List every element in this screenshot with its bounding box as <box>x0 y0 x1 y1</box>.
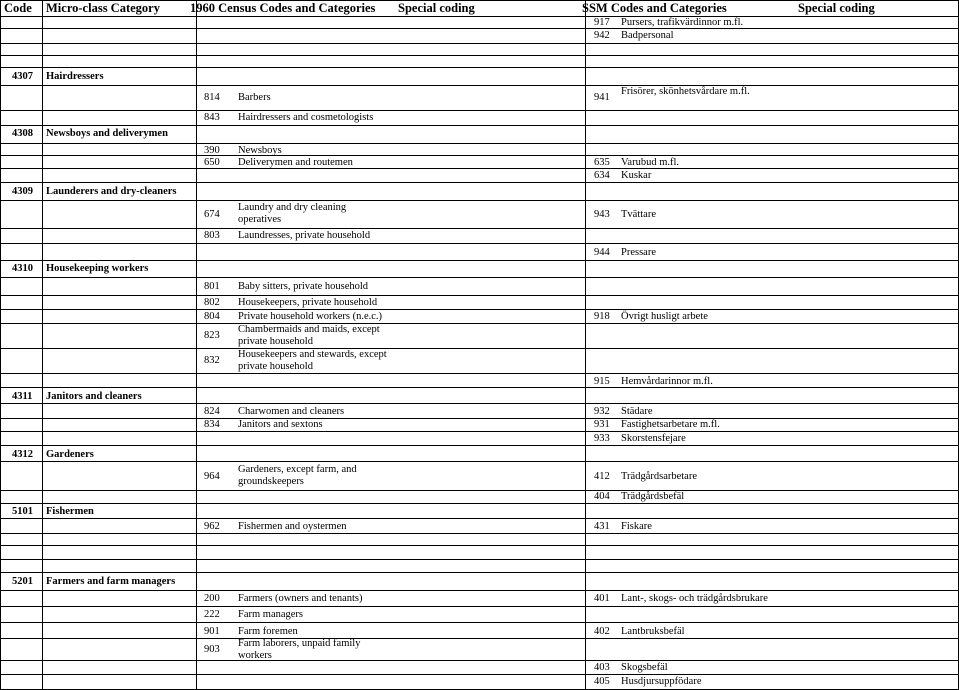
ssm-code: 404 <box>594 491 610 502</box>
micro-class-label: Newsboys and deliverymen <box>46 128 168 139</box>
ssm-code: 915 <box>594 376 610 387</box>
census-label: Hairdressers and cosmetologists <box>238 112 374 123</box>
census-code: 650 <box>204 157 220 168</box>
ssm-code: 405 <box>594 676 610 687</box>
ssm-code: 943 <box>594 209 610 220</box>
table-header <box>0 0 959 16</box>
ssm-code: 933 <box>594 433 610 444</box>
ssm-code: 941 <box>594 92 610 103</box>
ssm-code: 403 <box>594 662 610 673</box>
ssm-code: 412 <box>594 471 610 482</box>
census-label: Baby sitters, private household <box>238 281 369 292</box>
census-label: Farm foremen <box>238 626 298 637</box>
ssm-label: Städare <box>621 406 653 417</box>
census-code: 200 <box>204 593 220 604</box>
census-code: 962 <box>204 521 220 532</box>
ssm-code: 942 <box>594 30 610 41</box>
census-code: 843 <box>204 112 220 123</box>
micro-class-code: 5101 <box>12 506 33 517</box>
census-label: Housekeepers and stewards, except private household <box>238 349 387 372</box>
census-label: Private household workers (n.e.c.) <box>238 311 383 322</box>
census-code: 804 <box>204 311 220 322</box>
census-label: Laundry and dry cleaning operatives <box>238 202 347 225</box>
census-label: Charwomen and cleaners <box>238 406 345 417</box>
ssm-code: 917 <box>594 17 610 28</box>
ssm-label: Varubud m.fl. <box>621 157 680 168</box>
ssm-label: Trädgårdsbefäl <box>621 491 685 502</box>
ssm-label: Fastighetsarbetare m.fl. <box>621 419 720 430</box>
ssm-code: 932 <box>594 406 610 417</box>
census-code: 814 <box>204 92 220 103</box>
micro-class-code: 4307 <box>12 71 33 82</box>
header-code: Code <box>4 1 32 15</box>
census-code: 823 <box>204 330 220 341</box>
ssm-label: Lantbruksbefäl <box>621 626 685 637</box>
micro-class-label: Launderers and dry-cleaners <box>46 186 177 197</box>
census-code: 803 <box>204 230 220 241</box>
census-label: Gardeners, except farm, and groundskeepers <box>238 464 357 487</box>
micro-class-code: 4310 <box>12 263 33 274</box>
ssm-label: Pursers, trafikvärdinnor m.fl. <box>621 17 744 28</box>
census-label: Janitors and sextons <box>238 419 323 430</box>
micro-class-label: Housekeeping workers <box>46 263 149 274</box>
census-label: Farm laborers, unpaid family workers <box>238 638 361 661</box>
ssm-label: Badpersonal <box>621 30 674 41</box>
census-label: Deliverymen and routemen <box>238 157 353 168</box>
micro-class-code: 4308 <box>12 128 33 139</box>
micro-class-label: Hairdressers <box>46 71 104 82</box>
census-label: Laundresses, private household <box>238 230 371 241</box>
header-special-coding-2: Special coding <box>798 1 875 15</box>
ssm-label: Kuskar <box>621 170 652 181</box>
micro-class-code: 4309 <box>12 186 33 197</box>
micro-class-code: 4312 <box>12 449 33 460</box>
census-code: 390 <box>204 145 220 156</box>
ssm-code: 918 <box>594 311 610 322</box>
census-label: Barbers <box>238 92 271 103</box>
census-code: 903 <box>204 644 220 655</box>
ssm-label: Skorstensfejare <box>621 433 686 444</box>
census-label: Farmers (owners and tenants) <box>238 593 363 604</box>
micro-class-label: Fishermen <box>46 506 94 517</box>
header-micro-class: Micro-class Category <box>46 1 160 15</box>
micro-class-label: Janitors and cleaners <box>46 391 142 402</box>
census-code: 834 <box>204 419 220 430</box>
ssm-code: 634 <box>594 170 610 181</box>
census-label: Chambermaids and maids, except private household <box>238 324 380 347</box>
ssm-code: 401 <box>594 593 610 604</box>
micro-class-code: 5201 <box>12 576 33 587</box>
census-code: 964 <box>204 471 220 482</box>
ssm-code: 931 <box>594 419 610 430</box>
ssm-label: Hemvårdarinnor m.fl. <box>621 376 713 387</box>
ssm-label: Skogsbefäl <box>621 662 668 673</box>
census-code: 801 <box>204 281 220 292</box>
census-code: 901 <box>204 626 220 637</box>
ssm-label: Pressare <box>621 247 656 258</box>
header-ssm: SSM Codes and Categories <box>582 1 727 15</box>
ssm-code: 944 <box>594 247 610 258</box>
census-code: 824 <box>204 406 220 417</box>
header-1960-census: 1960 Census Codes and Categories <box>190 1 376 15</box>
census-label: Newsboys <box>238 145 282 156</box>
census-code: 222 <box>204 609 220 620</box>
census-label: Fishermen and oystermen <box>238 521 347 532</box>
ssm-label: Trädgårdsarbetare <box>621 471 697 482</box>
ssm-label: Fiskare <box>621 521 652 532</box>
census-code: 832 <box>204 355 220 366</box>
micro-class-code: 4311 <box>12 391 33 402</box>
ssm-code: 402 <box>594 626 610 637</box>
micro-class-label: Farmers and farm managers <box>46 576 176 587</box>
ssm-code: 431 <box>594 521 610 532</box>
micro-class-label: Gardeners <box>46 449 94 460</box>
ssm-label: Övrigt husligt arbete <box>621 311 708 322</box>
ssm-label: Tvättare <box>621 209 656 220</box>
ssm-label: Frisörer, skönhetsvårdare m.fl. <box>621 86 750 97</box>
census-code: 674 <box>204 209 220 220</box>
census-code: 802 <box>204 297 220 308</box>
census-label: Housekeepers, private household <box>238 297 378 308</box>
census-label: Farm managers <box>238 609 304 620</box>
header-special-coding: Special coding <box>398 1 475 15</box>
ssm-label: Lant-, skogs- och trädgårdsbrukare <box>621 593 768 604</box>
ssm-code: 635 <box>594 157 610 168</box>
ssm-label: Husdjursuppfödare <box>621 676 702 687</box>
